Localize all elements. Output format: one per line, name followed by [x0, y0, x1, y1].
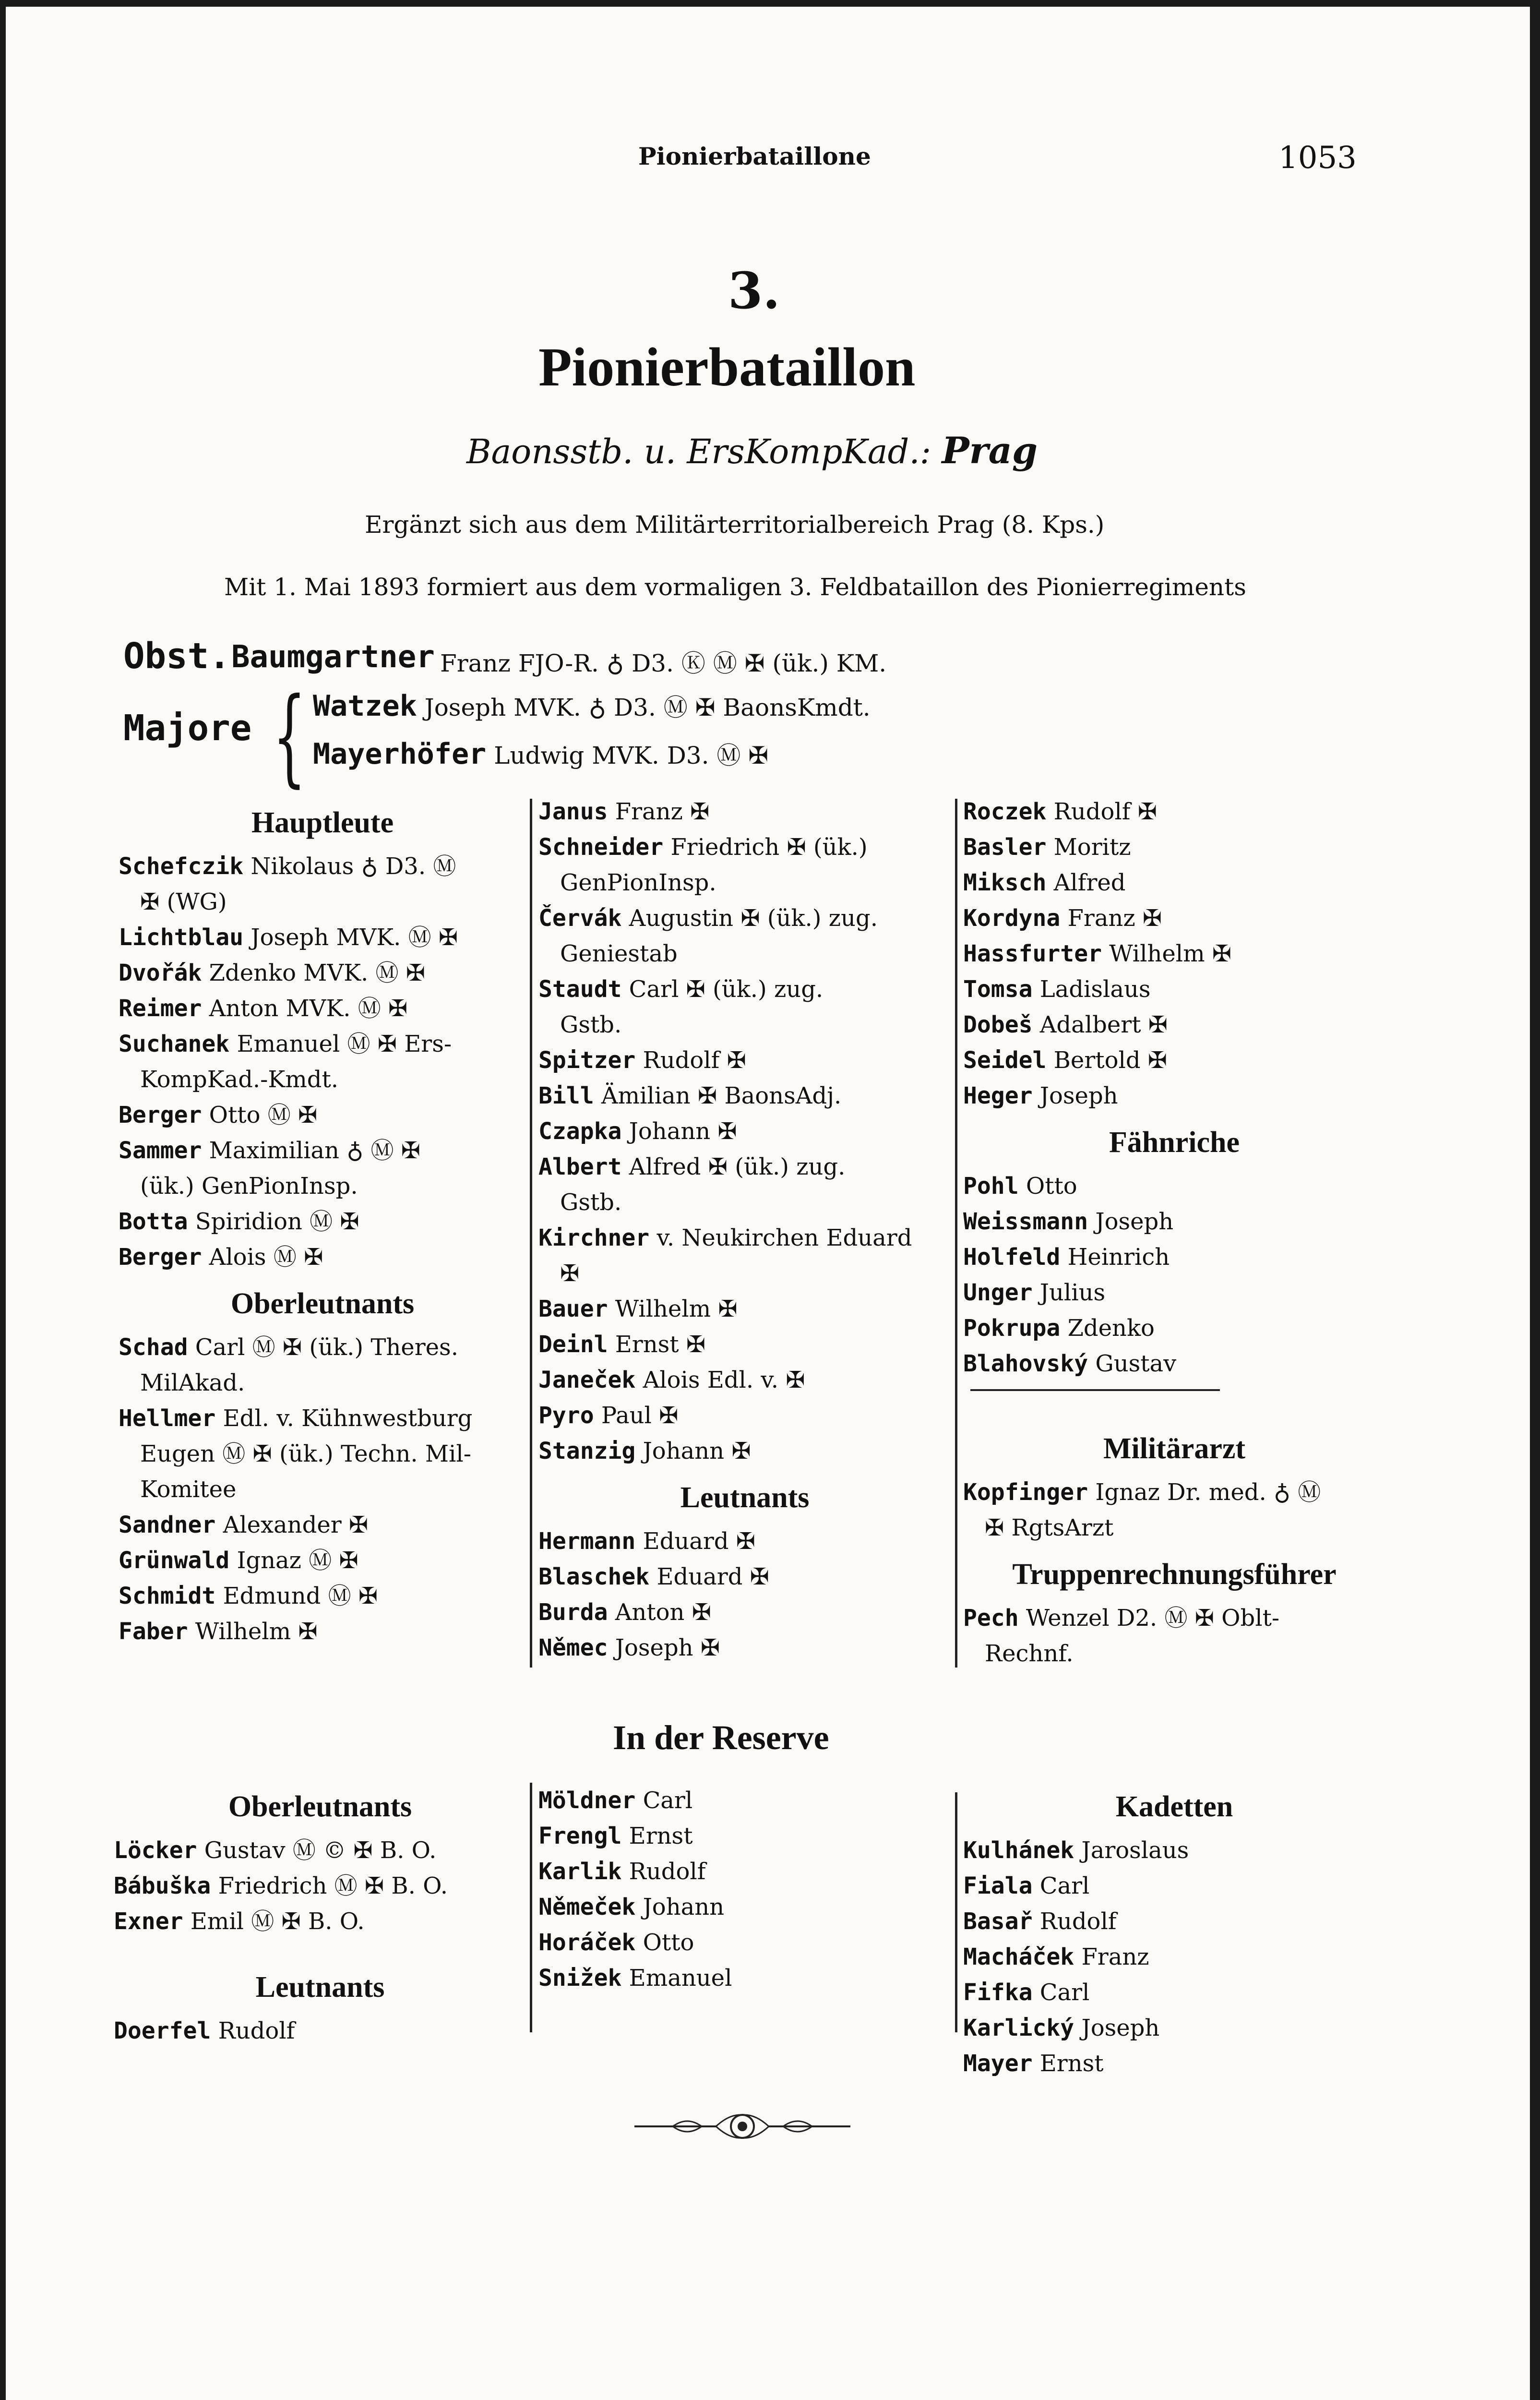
commander-surname: Baumgartner	[231, 639, 435, 675]
entry-surname: Faber	[119, 1618, 188, 1645]
entry-details: Rudolf ✠	[643, 1047, 746, 1074]
entry-details: MilAkad.	[140, 1369, 245, 1396]
entry-surname: Löcker	[114, 1837, 197, 1864]
heading-hauptleute: Hauptleute	[251, 806, 394, 839]
entry-details: Heinrich	[1067, 1244, 1170, 1271]
list-item	[963, 936, 1385, 972]
page-number: 1053	[1278, 140, 1357, 176]
entry-surname: Pech	[963, 1605, 1019, 1632]
list-item	[538, 1220, 951, 1256]
entry-surname: Kopfinger	[963, 1479, 1088, 1506]
entry-details: Franz ✠	[1067, 905, 1162, 932]
entry-surname: Sammer	[119, 1137, 202, 1164]
list-item	[119, 849, 526, 884]
heading-reserve-oberleutnants: Oberleutnants	[228, 1790, 412, 1823]
list-item	[119, 1204, 526, 1239]
list-item	[538, 1595, 951, 1630]
entry-details: Paul ✠	[601, 1402, 679, 1429]
entry-details: Anton ✠	[615, 1599, 711, 1626]
list-item	[963, 1346, 1385, 1381]
entry-details: Johann	[643, 1894, 725, 1920]
list-item	[538, 1114, 951, 1149]
entry-surname: Exner	[114, 1908, 183, 1935]
major-surname: Watzek	[313, 689, 417, 723]
entry-details: Wilhelm ✠	[1109, 940, 1232, 967]
majors-brace: {	[273, 675, 306, 798]
entry-details: Gustav Ⓜ © ✠ B. O.	[204, 1837, 437, 1864]
list-item	[963, 1168, 1385, 1204]
list-item	[538, 1327, 951, 1362]
entry-details: Friedrich Ⓜ ✠ B. O.	[218, 1872, 448, 1899]
entry-details: Komitee	[140, 1476, 237, 1503]
commander-details: Franz FJO-R. ♁ D3. Ⓚ Ⓜ ✠ (ük.) KM.	[440, 649, 887, 677]
entry-surname: Roczek	[963, 798, 1047, 825]
entry-surname: Deinl	[538, 1331, 608, 1358]
entry-details: Wilhelm ✠	[615, 1296, 738, 1322]
entry-details: Ernst	[1039, 2050, 1104, 2077]
list-item	[963, 1939, 1385, 1975]
entry-surname: Karlický	[963, 2015, 1074, 2041]
entry-surname: Janeček	[538, 1367, 636, 1393]
entry-surname: Pokrupa	[963, 1315, 1061, 1342]
list-item	[119, 1133, 526, 1168]
entry-surname: Pohl	[963, 1173, 1019, 1200]
list-item	[963, 1636, 1385, 1671]
entry-details: Ernst	[629, 1823, 693, 1849]
entry-details: Franz ✠	[615, 798, 710, 825]
entry-details: Friedrich ✠ (ük.)	[670, 834, 868, 861]
entry-surname: Bill	[538, 1082, 594, 1109]
entry-surname: Staudt	[538, 976, 622, 1003]
list-item	[114, 1833, 526, 1868]
list-item	[963, 2046, 1385, 2081]
major-entry	[313, 736, 768, 771]
entry-surname: Schad	[119, 1334, 188, 1361]
list-item	[538, 1043, 951, 1078]
entry-details: Carl Ⓜ ✠ (ük.) Theres.	[195, 1334, 458, 1361]
entry-surname: Burda	[538, 1599, 608, 1626]
column-divider	[955, 799, 957, 1668]
entry-surname: Berger	[119, 1102, 202, 1128]
entry-details: Alfred ✠ (ük.) zug.	[629, 1153, 846, 1180]
entry-surname: Kirchner	[538, 1224, 650, 1251]
list-oberleutnants	[119, 1330, 526, 1649]
running-title: Pionierbataillone	[638, 142, 871, 170]
entry-details: Wilhelm ✠	[195, 1618, 318, 1645]
entry-details: Johann ✠	[629, 1118, 737, 1145]
list-item	[538, 1007, 951, 1043]
list-item	[119, 1026, 526, 1062]
entry-surname: Botta	[119, 1208, 188, 1235]
entry-details: Rudolf ✠	[1053, 798, 1157, 825]
entry-details: Gustav	[1095, 1350, 1177, 1377]
list-militaerarzt	[963, 1475, 1385, 1546]
entry-surname: Weissmann	[963, 1208, 1088, 1235]
list-reserve-leutnants-continued	[538, 1783, 951, 1996]
entry-details: Spiridion Ⓜ ✠	[195, 1208, 359, 1235]
entry-details: Jaroslaus	[1081, 1837, 1189, 1864]
entry-surname: Dobeš	[963, 1011, 1033, 1038]
entry-surname: Hermann	[538, 1528, 636, 1555]
entry-details: KompKad.-Kmdt.	[140, 1066, 339, 1093]
list-item	[538, 900, 951, 936]
entry-surname: Blahovský	[963, 1350, 1088, 1377]
column-divider	[530, 1783, 532, 2032]
entry-surname: Berger	[119, 1244, 202, 1271]
entry-details: Wenzel D2. Ⓜ ✠ Oblt-	[1026, 1605, 1280, 1632]
entry-details: Nikolaus ♁ D3. Ⓜ	[251, 853, 456, 880]
heading-truppenrechnungsfuehrer: Truppenrechnungsführer	[1012, 1558, 1337, 1591]
entry-details: Ämilian ✠ BaonsAdj.	[601, 1082, 842, 1109]
reserve-column-left	[114, 1778, 526, 2049]
entry-surname: Hellmer	[119, 1405, 216, 1432]
entry-surname: Czapka	[538, 1118, 622, 1145]
entry-details: Julius	[1039, 1279, 1106, 1306]
list-item	[119, 1062, 526, 1097]
list-item	[538, 1398, 951, 1433]
list-item	[963, 794, 1385, 829]
commander-rank: Obst.	[123, 636, 230, 677]
formation-line: Mit 1. Mai 1893 formiert aus dem vormaligen 3. Feldbataillon des Pionierregiments	[224, 573, 1246, 601]
list-truppenrechnungsfuehrer	[963, 1600, 1385, 1671]
entry-details: Alois Edl. v. ✠	[643, 1367, 805, 1393]
list-item	[538, 1783, 951, 1818]
major-details: Ludwig MVK. D3. Ⓜ ✠	[494, 742, 769, 769]
entry-details: Anton MVK. Ⓜ ✠	[209, 995, 408, 1022]
major-entry	[313, 688, 871, 723]
list-item	[538, 1362, 951, 1398]
major-surname: Mayerhöfer	[313, 737, 487, 771]
entry-surname: Möldner	[538, 1787, 636, 1814]
entry-details: Alois Ⓜ ✠	[209, 1244, 323, 1271]
entry-details: Geniestab	[560, 940, 678, 967]
entry-surname: Hassfurter	[963, 940, 1102, 967]
list-item	[119, 1239, 526, 1275]
entry-surname: Horáček	[538, 1929, 636, 1956]
list-item	[963, 1007, 1385, 1043]
recruitment-line: Ergänzt sich aus dem Militärterritorialbereich Prag (8. Kps.)	[365, 511, 1105, 539]
entry-surname: Suchanek	[119, 1031, 230, 1057]
list-item	[119, 884, 526, 920]
entry-details: Emil Ⓜ ✠ B. O.	[190, 1908, 365, 1935]
entry-surname: Basař	[963, 1908, 1033, 1935]
entry-details: Ignaz Ⓜ ✠	[237, 1547, 358, 1574]
column-divider	[955, 1792, 957, 2032]
list-item	[119, 1168, 526, 1204]
entry-details: Rudolf	[218, 2017, 295, 2044]
entry-details: Ignaz Dr. med. ♁ Ⓜ	[1095, 1479, 1321, 1506]
entry-surname: Janus	[538, 798, 608, 825]
entry-details: Joseph	[1039, 1082, 1118, 1109]
list-item	[538, 1889, 951, 1925]
list-item	[119, 991, 526, 1026]
heading-kadetten: Kadetten	[1115, 1790, 1233, 1823]
column-middle	[538, 794, 951, 1666]
heading-oberleutnants: Oberleutnants	[230, 1287, 415, 1320]
list-item	[119, 1401, 526, 1436]
entry-surname: Schmidt	[119, 1583, 216, 1609]
list-item	[963, 1600, 1385, 1636]
entry-details: (ük.) GenPionInsp.	[140, 1173, 358, 1200]
entry-surname: Basler	[963, 834, 1047, 861]
list-item	[119, 1507, 526, 1543]
entry-surname: Miksch	[963, 869, 1047, 896]
entry-surname: Karlik	[538, 1858, 622, 1885]
entry-surname: Lichtblau	[119, 924, 244, 951]
column-right	[963, 794, 1385, 1671]
entry-surname: Dvořák	[119, 960, 202, 986]
list-item	[119, 920, 526, 955]
entry-surname: Schefczik	[119, 853, 244, 880]
list-item	[963, 865, 1385, 900]
station-prefix: Baonsstb. u. ErsKompKad.:	[466, 432, 931, 471]
list-item	[538, 1960, 951, 1996]
entry-details: Rudolf	[1039, 1908, 1117, 1935]
list-item	[538, 1559, 951, 1595]
entry-details: Emanuel	[629, 1965, 732, 1992]
list-item	[538, 1433, 951, 1469]
list-reserve-leutnants	[114, 2013, 526, 2049]
entry-details: Edmund Ⓜ ✠	[223, 1583, 378, 1609]
column-divider	[530, 799, 532, 1668]
entry-surname: Macháček	[963, 1944, 1074, 1970]
page	[6, 7, 1530, 2400]
list-hauptleute-continued	[538, 794, 951, 1469]
list-item	[119, 1472, 526, 1507]
reserve-heading: In der Reserve	[613, 1718, 829, 1757]
entry-details: ✠ RgtsArzt	[985, 1514, 1114, 1541]
column-left	[119, 794, 526, 1649]
station-line	[466, 429, 1038, 472]
list-item	[963, 1975, 1385, 2010]
list-item	[538, 1630, 951, 1666]
entry-details: Emanuel Ⓜ ✠ Ers-	[237, 1031, 452, 1057]
entry-details: Adalbert ✠	[1039, 1011, 1168, 1038]
list-item	[963, 829, 1385, 865]
entry-surname: Heger	[963, 1082, 1033, 1109]
list-item	[538, 1854, 951, 1889]
entry-surname: Schneider	[538, 834, 664, 861]
entry-details: Carl	[1039, 1979, 1090, 2006]
list-kadetten	[963, 1833, 1385, 2081]
list-leutnants-continued	[963, 794, 1385, 1114]
list-item	[538, 865, 951, 900]
entry-details: Carl ✠ (ük.) zug.	[629, 976, 824, 1003]
entry-details: ✠	[560, 1260, 580, 1287]
list-item	[963, 1475, 1385, 1510]
list-item	[963, 1043, 1385, 1078]
entry-details: Bertold ✠	[1053, 1047, 1168, 1074]
list-item	[119, 1578, 526, 1614]
entry-surname: Němeček	[538, 1894, 636, 1920]
entry-details: Joseph	[1095, 1208, 1174, 1235]
entry-details: Edl. v. Kühnwestburg	[223, 1405, 473, 1432]
list-item	[963, 1510, 1385, 1546]
list-item	[963, 1310, 1385, 1346]
list-item	[538, 1256, 951, 1291]
entry-surname: Reimer	[119, 995, 202, 1022]
entry-surname: Holfeld	[963, 1244, 1061, 1271]
entry-surname: Blaschek	[538, 1563, 650, 1590]
list-item	[538, 1078, 951, 1114]
list-item	[963, 1239, 1385, 1275]
entry-surname: Mayer	[963, 2050, 1033, 2077]
entry-surname: Doerfel	[114, 2017, 211, 2044]
entry-details: Johann ✠	[643, 1438, 751, 1464]
entry-surname: Fifka	[963, 1979, 1033, 2006]
list-item	[538, 1818, 951, 1854]
entry-details: Ladislaus	[1039, 976, 1151, 1003]
list-item	[963, 1833, 1385, 1868]
entry-details: Otto Ⓜ ✠	[209, 1102, 318, 1128]
entry-surname: Grünwald	[119, 1547, 230, 1574]
station-city: Prag	[942, 429, 1038, 472]
unit-number: 3.	[728, 261, 780, 320]
list-item	[538, 1149, 951, 1185]
entry-surname: Kordyna	[963, 905, 1061, 932]
entry-surname: Němec	[538, 1634, 608, 1661]
entry-details: Joseph	[1081, 2015, 1160, 2041]
list-item	[538, 1524, 951, 1559]
entry-details: Alexander ✠	[223, 1512, 369, 1538]
entry-details: Gstb.	[560, 1011, 622, 1038]
list-item	[538, 1925, 951, 1960]
heading-reserve-leutnants: Leutnants	[255, 1971, 385, 2004]
list-item	[119, 1365, 526, 1401]
majors-rank: Majore	[123, 708, 252, 749]
entry-surname: Frengl	[538, 1823, 622, 1849]
reserve-column-right	[963, 1778, 1385, 2081]
entry-details: Eduard ✠	[643, 1528, 756, 1555]
entry-details: Eugen Ⓜ ✠ (ük.) Techn. Mil-	[140, 1440, 471, 1467]
list-faehnriche	[963, 1168, 1385, 1381]
list-item	[538, 1185, 951, 1220]
entry-surname: Sandner	[119, 1512, 216, 1538]
heading-faehnriche: Fähnriche	[1109, 1126, 1240, 1159]
entry-details: Carl	[643, 1787, 693, 1814]
entry-details: Rudolf	[629, 1858, 706, 1885]
list-item	[119, 1097, 526, 1133]
entry-surname: Pyro	[538, 1402, 594, 1429]
heading-militaerarzt: Militärarzt	[1103, 1432, 1246, 1465]
entry-surname: Fiala	[963, 1872, 1033, 1899]
entry-details: Gstb.	[560, 1189, 622, 1216]
list-reserve-oberleutnants	[114, 1833, 526, 1939]
entry-surname: Albert	[538, 1153, 622, 1180]
list-item	[538, 936, 951, 972]
entry-details: Alfred	[1053, 869, 1126, 896]
list-hauptleute	[119, 849, 526, 1275]
list-item	[538, 794, 951, 829]
list-item	[119, 1330, 526, 1365]
ornament-divider	[634, 2112, 850, 2141]
entry-details: Franz	[1081, 1944, 1149, 1970]
entry-surname: Kulhánek	[963, 1837, 1074, 1864]
entry-details: Carl	[1039, 1872, 1090, 1899]
list-item	[963, 972, 1385, 1007]
entry-surname: Spitzer	[538, 1047, 636, 1074]
entry-details: ✠ (WG)	[140, 888, 227, 915]
entry-surname: Tomsa	[963, 976, 1033, 1003]
entry-details: Zdenko	[1067, 1315, 1155, 1342]
section-rule	[970, 1389, 1220, 1391]
entry-details: Joseph MVK. Ⓜ ✠	[251, 924, 458, 951]
entry-surname: Snižek	[538, 1965, 622, 1992]
list-item	[963, 900, 1385, 936]
entry-details: Otto	[1026, 1173, 1077, 1200]
list-item	[963, 1904, 1385, 1939]
entry-details: Moritz	[1053, 834, 1131, 861]
entry-details: Eduard ✠	[657, 1563, 769, 1590]
entry-details: GenPionInsp.	[560, 869, 716, 896]
entry-details: Rechnf.	[985, 1640, 1074, 1667]
list-item	[119, 1614, 526, 1649]
heading-leutnants: Leutnants	[680, 1481, 810, 1514]
list-item	[538, 829, 951, 865]
list-item	[963, 2010, 1385, 2046]
list-item	[963, 1275, 1385, 1310]
entry-surname: Bábuška	[114, 1872, 211, 1899]
entry-surname: Bauer	[538, 1296, 608, 1322]
entry-surname: Unger	[963, 1279, 1033, 1306]
list-leutnants	[538, 1524, 951, 1666]
unit-title: Pionierbataillon	[538, 336, 916, 397]
list-item	[963, 1868, 1385, 1904]
list-item	[119, 1543, 526, 1578]
list-item	[114, 1904, 526, 1939]
list-item	[114, 2013, 526, 2049]
entry-details: Ernst ✠	[615, 1331, 706, 1358]
major-details: Joseph MVK. ♁ D3. Ⓜ ✠ BaonsKmdt.	[424, 694, 871, 721]
list-item	[963, 1204, 1385, 1239]
entry-surname: Seidel	[963, 1047, 1047, 1074]
list-item	[119, 955, 526, 991]
entry-details: v. Neukirchen Eduard	[657, 1224, 912, 1251]
entry-details: Maximilian ♁ Ⓜ ✠	[209, 1137, 421, 1164]
reserve-column-middle	[538, 1783, 951, 1996]
entry-details: Otto	[643, 1929, 694, 1956]
list-item	[963, 1078, 1385, 1114]
entry-details: Joseph ✠	[615, 1634, 720, 1661]
list-item	[119, 1436, 526, 1472]
entry-surname: Červák	[538, 905, 622, 932]
list-item	[538, 972, 951, 1007]
list-item	[114, 1868, 526, 1904]
entry-details: Augustin ✠ (ük.) zug.	[629, 905, 878, 932]
entry-surname: Stanzig	[538, 1438, 636, 1464]
entry-details: Zdenko MVK. Ⓜ ✠	[209, 960, 425, 986]
list-item	[538, 1291, 951, 1327]
